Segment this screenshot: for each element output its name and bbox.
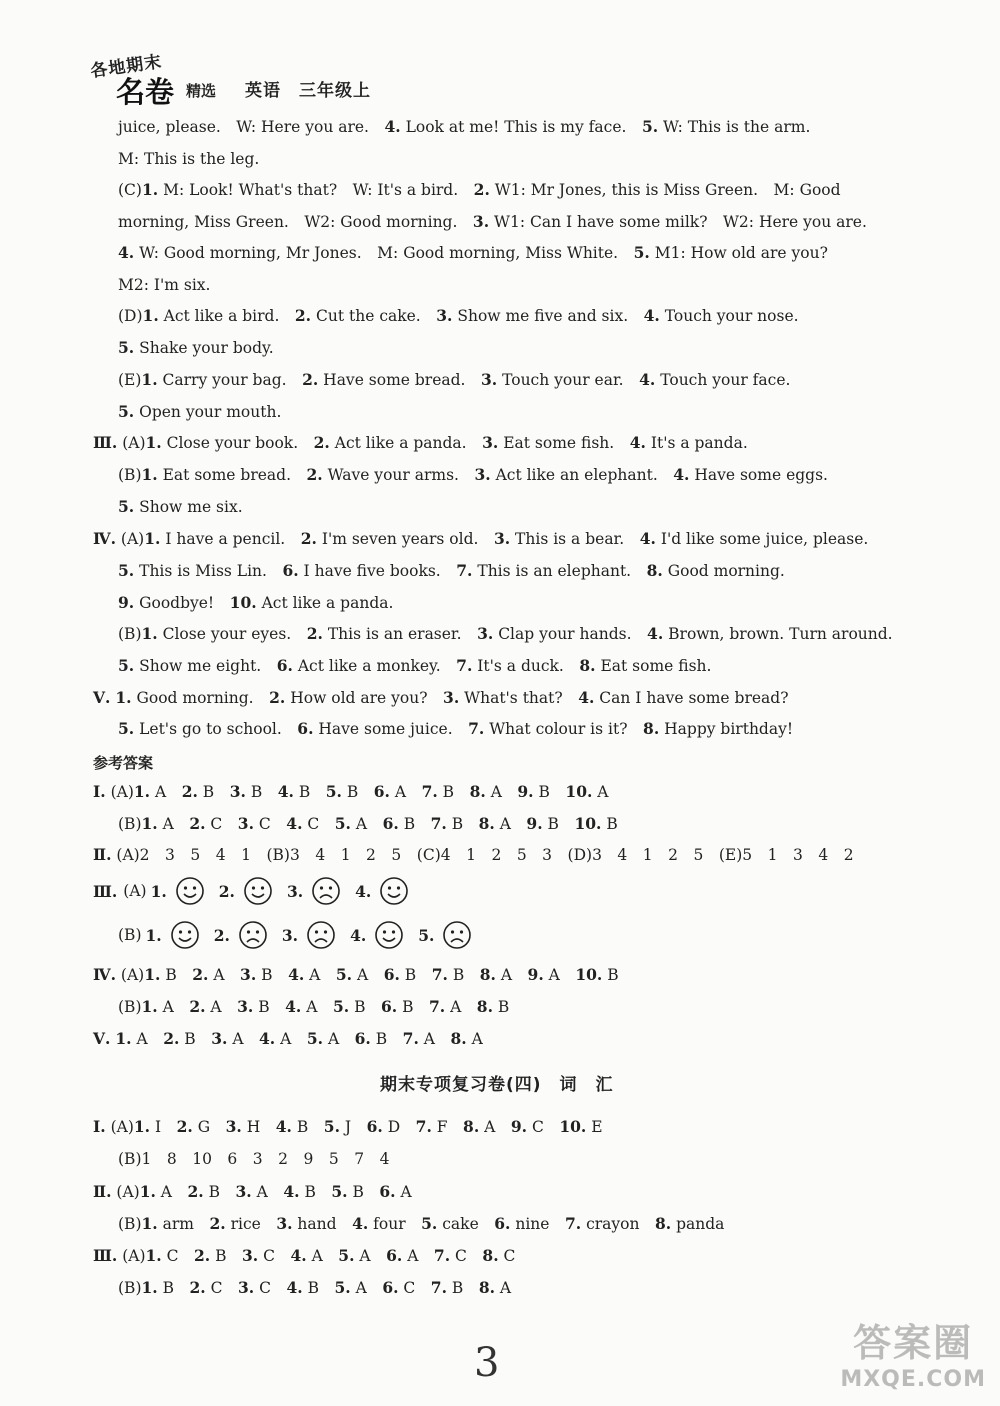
logo-tag-text: 精选 (186, 82, 217, 100)
script-line: juice, please. W: Here you are. 4. Look at me! This is my face. 5. W: This is the arm. (118, 117, 811, 136)
script-line: M: This is the leg. (118, 150, 260, 168)
face-row: (B) 1. 2. 3. 4. 5. (118, 920, 472, 950)
answers-heading: 参考答案 (93, 754, 154, 772)
script-line: (D)1. Act like a bird. 2. Cut the cake. 3. Show me five and six. 4. Touch your nose. (118, 306, 799, 325)
answer-line: (B)1. A 2. A 3. B 4. A 5. B 6. B 7. A 8. B (118, 997, 510, 1016)
script-line: Ⅲ. (A)1. Close your book. 2. Act like a panda. 3. Eat some fish. 4. It's a panda. (93, 433, 748, 452)
script-line: 5. Shake your body. (118, 338, 274, 357)
answer-line: Ⅳ. (A)1. B 2. A 3. B 4. A 5. A 6. B 7. B 8. A 9. A 10. B (93, 965, 619, 984)
answer-line: (B)1. A 2. C 3. C 4. C 5. A 6. B 7. B 8. A 9. B 10. B (118, 814, 618, 833)
sad-face-icon (442, 920, 472, 950)
face-row: Ⅲ. (A) 1. 2. 3. 4. (93, 876, 409, 906)
sad-face-icon (238, 920, 268, 950)
answer-line: Ⅲ. (A)1. C 2. B 3. C 4. A 5. A 6. A 7. C 8. C (93, 1246, 516, 1265)
answer-line: (B)1. B 2. C 3. C 4. B 5. A 6. C 7. B 8. A (118, 1278, 512, 1297)
smiley-face-icon (170, 920, 200, 950)
header-title: 英语 三年级上 (245, 81, 371, 101)
answer-line: (B)1 8 10 6 3 2 9 5 7 4 (118, 1150, 390, 1168)
script-line: 5. This is Miss Lin. 6. I have five books. 7. This is an elephant. 8. Good morning. (118, 561, 785, 580)
logo-small-text: 各地期末 (89, 52, 164, 82)
script-line: 5. Show me six. (118, 497, 243, 516)
script-line: (E)1. Carry your bag. 2. Have some bread. 3. Touch your ear. 4. Touch your face. (118, 370, 791, 389)
watermark (840, 1312, 986, 1392)
watermark-url: MXQE.COM (840, 1367, 986, 1392)
answer-line: (B)1. arm 2. rice 3. hand 4. four 5. cake 6. nine 7. crayon 8. panda (118, 1214, 725, 1233)
page-number: 3 (474, 1340, 500, 1386)
watermark-logo: 答案圈 (853, 1321, 974, 1365)
script-line: morning, Miss Green. W2: Good morning. 3. W1: Can I have some milk? W2: Here you are. (118, 212, 867, 231)
answer-line: Ⅰ. (A)1. A 2. B 3. B 4. B 5. B 6. A 7. B 8. A 9. B 10. A (93, 782, 609, 801)
answer-line: Ⅱ. (A)2 3 5 4 1 (B)3 4 1 2 5 (C)4 1 2 5 3 (D)3 4 1 2 5 (E)5 1 3 4 2 (93, 845, 854, 864)
script-line: 5. Show me eight. 6. Act like a monkey. 7. It's a duck. 8. Eat some fish. (118, 656, 712, 675)
script-line: (B)1. Eat some bread. 2. Wave your arms. 3. Act like an elephant. 4. Have some eggs. (118, 465, 828, 484)
smiley-face-icon (175, 876, 205, 906)
script-line: 9. Goodbye! 10. Act like a panda. (118, 593, 394, 612)
script-line: Ⅳ. (A)1. I have a pencil. 2. I'm seven years old. 3. This is a bear. 4. I'd like some juice, please. (93, 529, 869, 548)
script-line: 5. Open your mouth. (118, 402, 282, 421)
answer-line: Ⅴ. 1. A 2. B 3. A 4. A 5. A 6. B 7. A 8. A (93, 1029, 483, 1048)
section-title: 期末专项复习卷(四) 词 汇 (380, 1075, 614, 1095)
script-line: M2: I'm six. (118, 276, 211, 294)
sad-face-icon (306, 920, 336, 950)
script-line: (B)1. Close your eyes. 2. This is an eraser. 3. Clap your hands. 4. Brown, brown. Turn around. (118, 624, 893, 643)
script-line: (C)1. M: Look! What's that? W: It's a bird. 2. W1: Mr Jones, this is Miss Green. M: Good (118, 180, 841, 199)
answer-line: Ⅱ. (A)1. A 2. B 3. A 4. B 5. B 6. A (93, 1182, 412, 1201)
script-line: 4. W: Good morning, Mr Jones. M: Good morning, Miss White. 5. M1: How old are you? (118, 243, 828, 262)
script-line: 5. Let's go to school. 6. Have some juice. 7. What colour is it? 8. Happy birthday! (118, 719, 794, 738)
answer-line: Ⅰ. (A)1. I 2. G 3. H 4. B 5. J 6. D 7. F 8. A 9. C 10. E (93, 1117, 603, 1136)
smiley-face-icon (243, 876, 273, 906)
sad-face-icon (311, 876, 341, 906)
smiley-face-icon (374, 920, 404, 950)
script-line: Ⅴ. 1. Good morning. 2. How old are you? 3. What's that? 4. Can I have some bread? (93, 688, 789, 707)
logo-big-text: 名卷 (116, 75, 175, 109)
smiley-face-icon (379, 876, 409, 906)
book-header (90, 52, 410, 108)
